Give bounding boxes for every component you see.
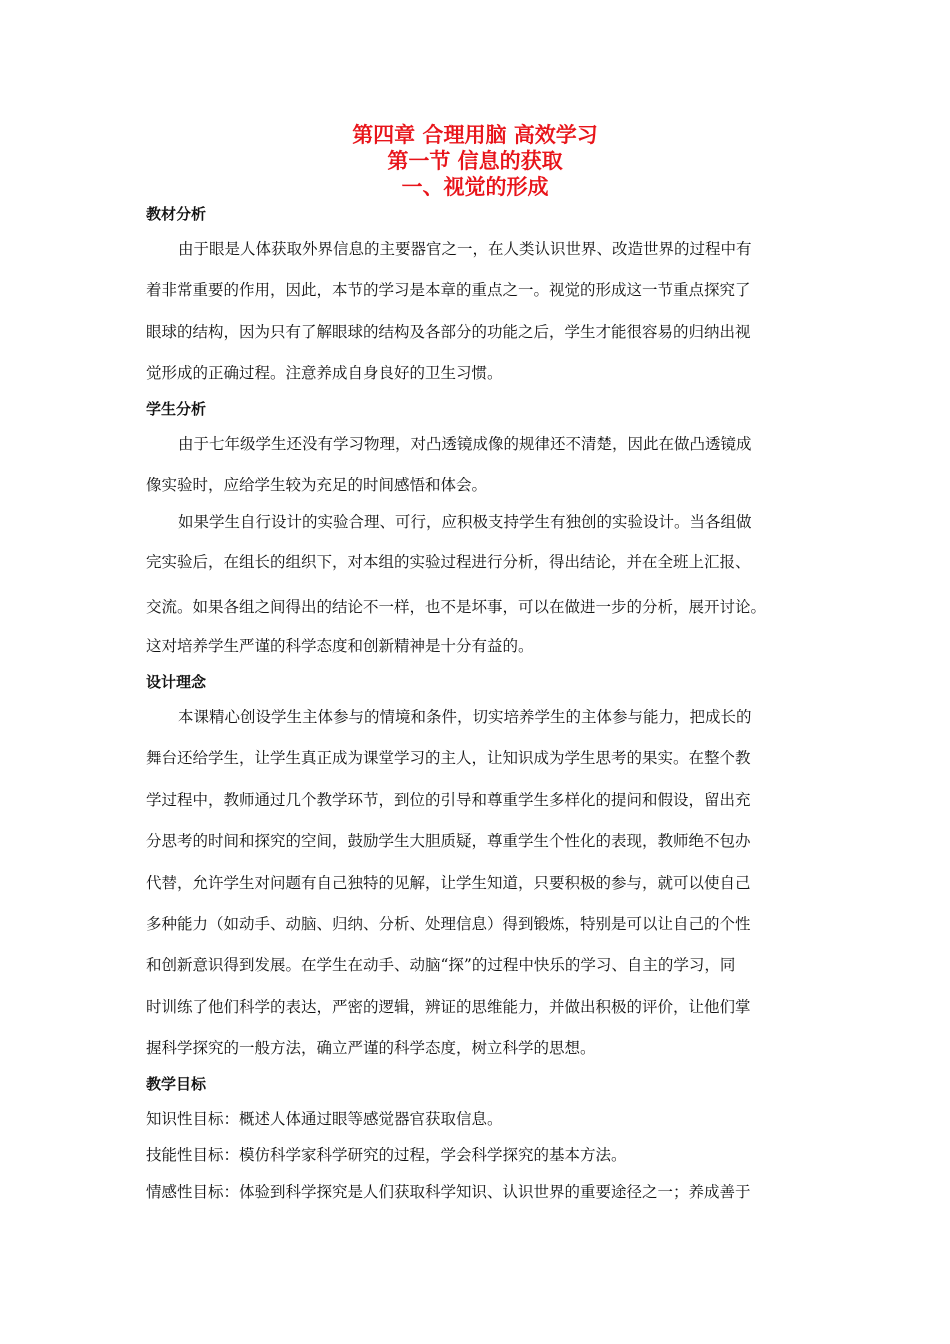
paragraph-line: 这对培养学生严谨的科学态度和创新精神是十分有益的。 bbox=[146, 637, 534, 655]
paragraph-line: 时训练了他们科学的表达，严密的逻辑，辨证的思维能力，并做出积极的评价，让他们掌 bbox=[146, 998, 751, 1016]
material-analysis-heading: 教材分析 bbox=[146, 205, 207, 223]
title-block bbox=[0, 122, 950, 200]
paragraph-line: 握科学探究的一般方法，确立严谨的科学态度，树立科学的思想。 bbox=[146, 1039, 596, 1057]
paragraph-line: 完实验后，在组长的组织下，对本组的实验过程进行分析，得出结论，并在全班上汇报、 bbox=[146, 553, 751, 571]
chapter-title: 第四章 合理用脑 高效学习 bbox=[352, 123, 598, 147]
goal-line: 知识性目标：概述人体通过眼等感觉器官获取信息。 bbox=[146, 1110, 503, 1128]
subsection-title: 一、视觉的形成 bbox=[401, 175, 549, 199]
paragraph-line: 交流。如果各组之间得出的结论不一样，也不是坏事，可以在做进一步的分析，展开讨论。 bbox=[146, 598, 767, 616]
paragraph-line: 由于七年级学生还没有学习物理，对凸透镜成像的规律还不清楚，因此在做凸透镜成 bbox=[178, 435, 752, 453]
teaching-goals-heading: 教学目标 bbox=[146, 1075, 207, 1093]
design-concept-heading: 设计理念 bbox=[146, 673, 207, 691]
paragraph-line: 着非常重要的作用，因此，本节的学习是本章的重点之一。视觉的形成这一节重点探究了 bbox=[146, 281, 751, 299]
goal-line: 情感性目标：体验到科学探究是人们获取科学知识、认识世界的重要途径之一；养成善于 bbox=[146, 1183, 751, 1201]
paragraph-line: 多种能力（如动手、动脑、归纳、分析、处理信息）得到锻炼，特别是可以让自己的个性 bbox=[146, 915, 751, 933]
paragraph-line: 如果学生自行设计的实验合理、可行，应积极支持学生有独创的实验设计。当各组做 bbox=[178, 513, 752, 531]
paragraph-line: 觉形成的正确过程。注意养成自身良好的卫生习惯。 bbox=[146, 364, 503, 382]
paragraph-line: 本课精心创设学生主体参与的情境和条件，切实培养学生的主体参与能力，把成长的 bbox=[178, 708, 752, 726]
paragraph-line: 眼球的结构，因为只有了解眼球的结构及各部分的功能之后，学生才能很容易的归纳出视 bbox=[146, 323, 751, 341]
paragraph-line: 由于眼是人体获取外界信息的主要器官之一，在人类认识世界、改造世界的过程中有 bbox=[178, 240, 752, 258]
student-analysis-heading: 学生分析 bbox=[146, 400, 207, 418]
paragraph-line: 代替，允许学生对问题有自己独特的见解，让学生知道，只要积极的参与，就可以使自己 bbox=[146, 874, 751, 892]
paragraph-line: 分思考的时间和探究的空间，鼓励学生大胆质疑，尊重学生个性化的表现，教师绝不包办 bbox=[146, 832, 751, 850]
paragraph-line: 和创新意识得到发展。在学生在动手、动脑“探”的过程中快乐的学习、自主的学习，同 bbox=[146, 956, 736, 974]
paragraph-line: 像实验时，应给学生较为充足的时间感悟和体会。 bbox=[146, 476, 488, 494]
section-title: 第一节 信息的获取 bbox=[387, 149, 563, 173]
paragraph-line: 舞台还给学生，让学生真正成为课堂学习的主人，让知识成为学生思考的果实。在整个教 bbox=[146, 749, 751, 767]
goal-line: 技能性目标：模仿科学家科学研究的过程，学会科学探究的基本方法。 bbox=[146, 1146, 627, 1164]
paragraph-line: 学过程中，教师通过几个教学环节，到位的引导和尊重学生多样化的提问和假设，留出充 bbox=[146, 791, 751, 809]
